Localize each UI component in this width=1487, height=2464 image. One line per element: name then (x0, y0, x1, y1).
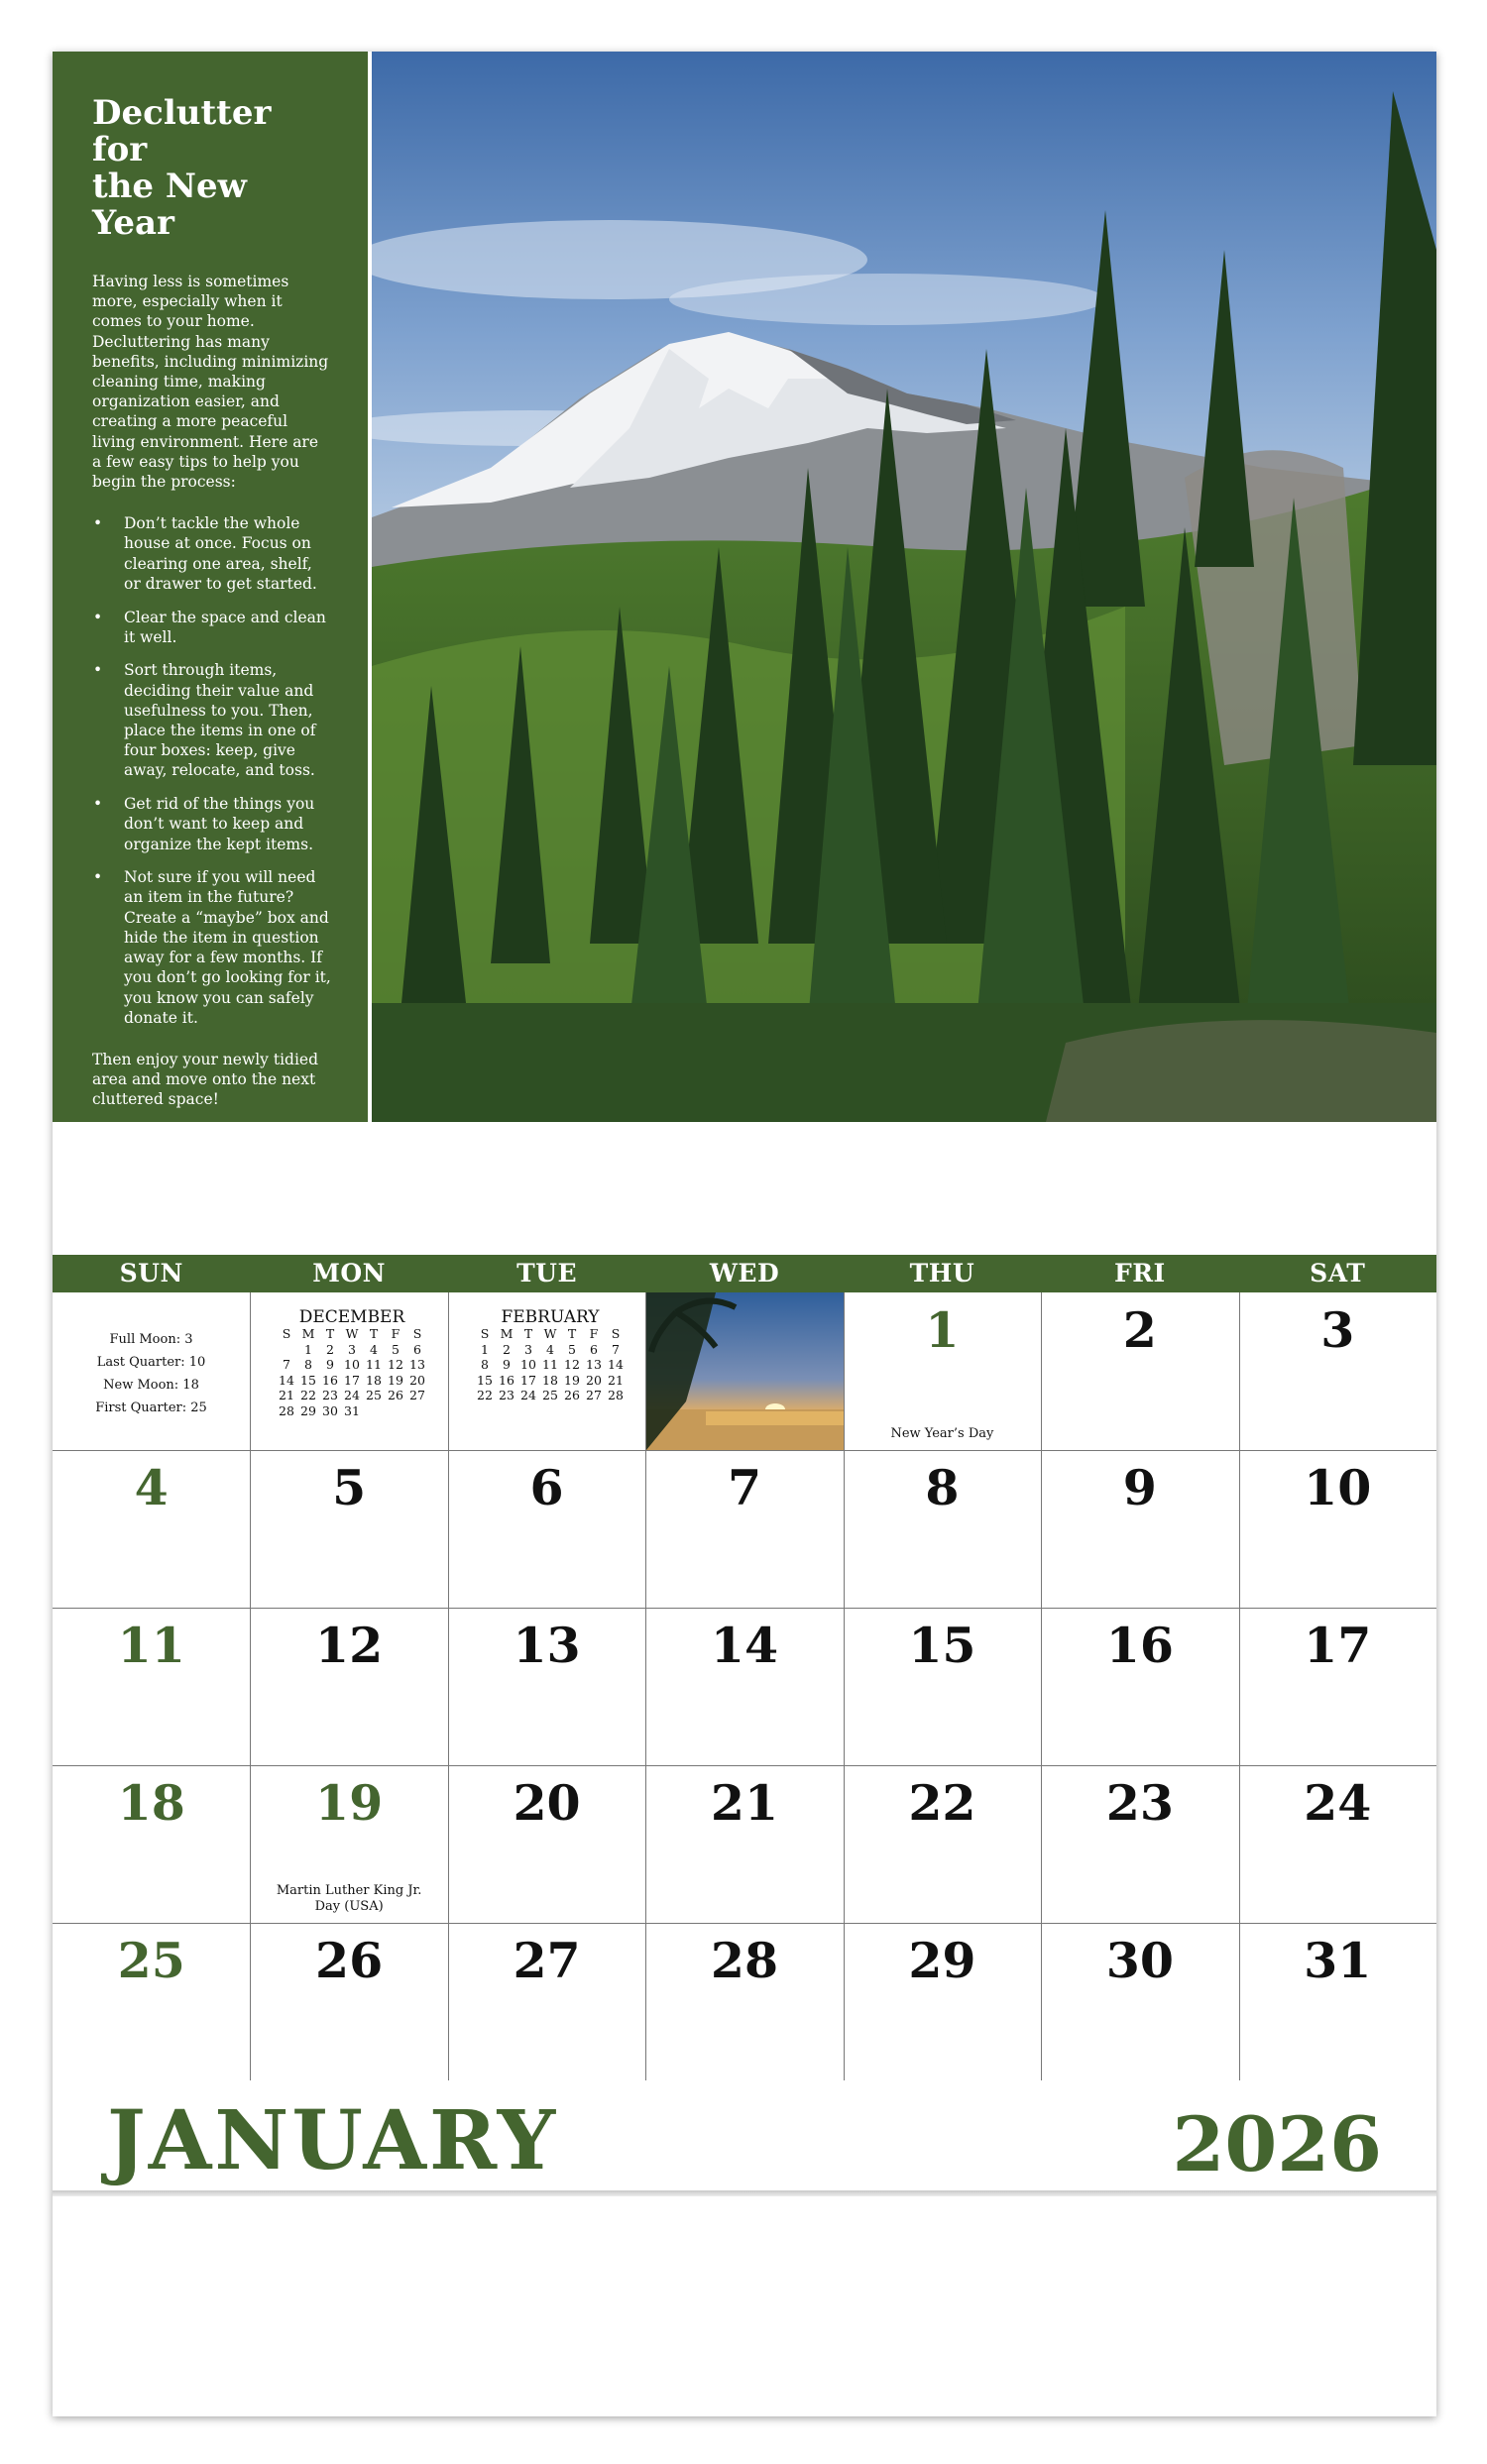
day-cell (844, 1608, 1041, 1765)
mini-weekday: T (567, 1326, 577, 1341)
mini-weekday: T (325, 1326, 335, 1341)
day-number: 5 (332, 1459, 367, 1516)
mini-day: 25 (542, 1388, 558, 1402)
day-cell (1239, 1608, 1436, 1765)
mini-day: 3 (524, 1341, 532, 1357)
moon-last-quarter: Last Quarter: 10 (96, 1355, 206, 1370)
tips-outro: Then enjoy your newly tidied area and move onto the next cluttered space! (92, 1050, 319, 1109)
tip-item: • Don’t tackle the whole house at once. Focus on clearing one area, shelf, or drawer to get started. (92, 513, 332, 594)
mini-day: 2 (503, 1341, 511, 1357)
grid-row-line (53, 1765, 1436, 1766)
day-cell (448, 1450, 645, 1608)
mini-day: 10 (520, 1357, 536, 1372)
day-cell (645, 1923, 843, 2080)
mini-day: 13 (409, 1357, 425, 1372)
day-cell (448, 1608, 645, 1765)
mini-calendar-prev (250, 1292, 448, 1450)
mini-day: 4 (370, 1341, 378, 1357)
day-cell (1041, 1292, 1238, 1450)
mini-day: 7 (283, 1357, 290, 1372)
tips-intro: Having less is sometimes more, especially when it comes to your home. Decluttering has many benefits, including minimizing cleaning time, making organization easier, and creating a more peaceful living environment. Here are a few easy tips to help you begin the process: (92, 273, 329, 492)
tips-title (92, 95, 332, 242)
mini-weekday: M (301, 1326, 315, 1341)
beach-thumbnail (646, 1292, 845, 1450)
mini-day: 26 (564, 1388, 580, 1402)
weekday-tue: TUE (516, 1259, 578, 1288)
mini-day (406, 1403, 428, 1419)
mini-day: 1 (304, 1341, 312, 1357)
mini-weekday: S (480, 1326, 490, 1341)
weekday-thu: THU (909, 1259, 975, 1288)
day-cell (645, 1450, 843, 1608)
mini-day: 16 (322, 1372, 338, 1388)
mini-day: 5 (392, 1341, 400, 1357)
mini-day: 22 (477, 1388, 493, 1402)
mountain-landscape-photo (372, 52, 1436, 1122)
day-number: 6 (529, 1459, 564, 1516)
weekday-mon: MON (312, 1259, 387, 1288)
mini-calendar-table (276, 1326, 428, 1418)
day-cell (844, 1292, 1041, 1450)
day-cell (645, 1608, 843, 1765)
mini-day: 21 (279, 1388, 294, 1402)
mini-day: 10 (344, 1357, 360, 1372)
mini-day: 7 (612, 1341, 620, 1357)
mini-day: 8 (481, 1357, 489, 1372)
mini-day: 4 (546, 1341, 554, 1357)
day-cell (1041, 1450, 1238, 1608)
moon-phases (53, 1328, 250, 1419)
mini-day: 24 (344, 1388, 360, 1402)
day-number: 13 (513, 1617, 581, 1674)
day-number: 28 (710, 1932, 779, 1989)
day-number: 18 (117, 1774, 185, 1832)
day-number: 27 (513, 1932, 581, 1989)
mini-day: 29 (300, 1402, 316, 1418)
day-cell (250, 1608, 447, 1765)
tip-item: • Get rid of the things you don’t want to keep and organize the kept items. (92, 794, 332, 854)
mini-day: 13 (586, 1357, 602, 1372)
day-cell (250, 1450, 447, 1608)
mini-day: 2 (326, 1341, 334, 1357)
day-number: 29 (908, 1932, 976, 1989)
mini-day: 20 (409, 1372, 425, 1388)
moon-first-quarter: First Quarter: 25 (95, 1400, 207, 1415)
weekday-wed: WED (709, 1259, 780, 1288)
mini-day: 3 (348, 1341, 356, 1357)
mini-day: 9 (503, 1357, 511, 1372)
grid-col-line (645, 1292, 646, 2080)
weekday-sun: SUN (119, 1259, 183, 1288)
day-number: 23 (1105, 1774, 1174, 1832)
mini-day: 9 (326, 1357, 334, 1372)
mini-day: 12 (564, 1357, 580, 1372)
day-number: 4 (134, 1459, 169, 1516)
mini-day (276, 1342, 297, 1358)
mini-calendar-title: DECEMBER (298, 1307, 405, 1327)
mini-weekday: M (500, 1326, 514, 1341)
holiday-label: New Year’s Day (890, 1426, 994, 1441)
mini-day: 6 (590, 1341, 598, 1357)
day-number: 31 (1304, 1932, 1372, 1989)
mini-day: 19 (564, 1372, 580, 1388)
grid-row-line (53, 1923, 1436, 1924)
mini-weekday: S (412, 1326, 422, 1341)
tips-title-line2: the New Year (92, 167, 247, 243)
day-cell (1041, 1608, 1238, 1765)
moon-phases-cell (53, 1292, 250, 1450)
mini-day: 23 (499, 1388, 515, 1402)
mini-day: 15 (300, 1372, 316, 1388)
grid-col-line (448, 1292, 449, 2080)
mini-day: 21 (608, 1372, 624, 1388)
day-number: 7 (727, 1459, 762, 1516)
moon-new: New Moon: 18 (103, 1378, 199, 1393)
mini-weekday: T (523, 1326, 533, 1341)
mini-weekday: F (391, 1326, 400, 1341)
mini-calendar-next (448, 1292, 646, 1450)
weekday-sat: SAT (1310, 1259, 1366, 1288)
day-cell (844, 1450, 1041, 1608)
mini-day: 18 (542, 1372, 558, 1388)
day-cell (1239, 1292, 1436, 1450)
day-cell (844, 1765, 1041, 1923)
tips-panel (53, 52, 368, 1122)
grid-col-line (1041, 1292, 1042, 2080)
weekday-fri: FRI (1113, 1259, 1166, 1288)
day-number: 24 (1304, 1774, 1372, 1832)
mini-weekday: W (543, 1326, 557, 1341)
grid-col-line (1239, 1292, 1240, 2080)
tip-item: • Not sure if you will need an item in the future? Create a “maybe” box and hide the item in question away for a few months. If you don’t go looking for it, you know you can safely donate it. (92, 867, 332, 1028)
day-number: 2 (1122, 1301, 1157, 1359)
mini-day: 30 (322, 1402, 338, 1418)
sunset-beach-photo (646, 1292, 845, 1450)
mini-day: 26 (388, 1388, 403, 1402)
day-number: 17 (1304, 1617, 1372, 1674)
day-number: 11 (117, 1617, 185, 1674)
day-number: 10 (1304, 1459, 1372, 1516)
mini-day: 8 (304, 1357, 312, 1372)
day-cell (1239, 1450, 1436, 1608)
mini-day: 6 (413, 1341, 421, 1357)
mini-day: 19 (388, 1372, 403, 1388)
mini-day (363, 1403, 385, 1419)
mini-day: 17 (520, 1372, 536, 1388)
day-cell (53, 1608, 250, 1765)
day-cell (448, 1923, 645, 2080)
mini-day: 14 (608, 1357, 624, 1372)
day-number: 3 (1320, 1301, 1355, 1359)
day-number: 8 (925, 1459, 960, 1516)
year-title: 2026 (1172, 2100, 1382, 2188)
tip-item: • Sort through items, deciding their value and usefulness to you. Then, place the items in one of four boxes: keep, give away, relocate, and toss. (92, 660, 332, 780)
day-cell (1041, 1765, 1238, 1923)
mini-day: 17 (344, 1372, 360, 1388)
day-cell (844, 1923, 1041, 2080)
mini-day: 12 (388, 1357, 403, 1372)
mini-day: 14 (279, 1372, 294, 1388)
day-cell (1041, 1923, 1238, 2080)
mini-day: 28 (608, 1388, 624, 1402)
mini-day: 15 (477, 1372, 493, 1388)
mini-day (385, 1403, 406, 1419)
mini-weekday: S (282, 1326, 291, 1341)
tips-title-line1: Declutter for (92, 93, 272, 169)
mini-day: 20 (586, 1372, 602, 1388)
day-number: 26 (315, 1932, 384, 1989)
calendar-page (53, 52, 1436, 2416)
day-cell (250, 1923, 447, 2080)
day-number: 22 (908, 1774, 976, 1832)
month-title: JANUARY (107, 2093, 559, 2188)
day-cell (645, 1765, 843, 1923)
day-number: 1 (925, 1301, 960, 1359)
grid-row-line (53, 1450, 1436, 1451)
tips-list (92, 513, 332, 1028)
mini-day: 18 (366, 1372, 382, 1388)
day-number: 19 (315, 1774, 384, 1832)
day-cell (1239, 1765, 1436, 1923)
day-number: 25 (117, 1932, 185, 1989)
mini-day: 27 (586, 1388, 602, 1402)
grid-col-line (250, 1292, 251, 2080)
day-number: 9 (1122, 1459, 1157, 1516)
mini-weekday: S (611, 1326, 621, 1341)
mini-weekday: T (369, 1326, 379, 1341)
mini-weekday: F (589, 1326, 599, 1341)
day-number: 21 (710, 1774, 779, 1832)
mini-day: 11 (542, 1357, 558, 1372)
mini-weekday: W (345, 1326, 359, 1341)
day-cell (53, 1923, 250, 2080)
weekday-header (53, 1255, 1436, 1292)
mini-calendar-table (474, 1326, 627, 1403)
day-number: 15 (908, 1617, 976, 1674)
grid-row-line (53, 1608, 1436, 1609)
day-cell (53, 1765, 250, 1923)
mini-day: 28 (279, 1402, 294, 1418)
grid-col-line (844, 1292, 845, 2080)
mini-day: 1 (481, 1341, 489, 1357)
moon-full: Full Moon: 3 (109, 1332, 193, 1347)
mini-day: 27 (409, 1388, 425, 1402)
day-number: 16 (1105, 1617, 1174, 1674)
calendar-grid (53, 1292, 1436, 2080)
mini-calendar-title: FEBRUARY (501, 1307, 600, 1327)
day-number: 14 (710, 1617, 779, 1674)
mini-calendar-february (474, 1308, 627, 1403)
mini-day: 24 (520, 1388, 536, 1402)
page-fold (53, 2190, 1436, 2196)
day-number: 12 (315, 1617, 384, 1674)
mini-day: 11 (366, 1357, 382, 1372)
mini-day: 16 (499, 1372, 515, 1388)
day-number: 30 (1105, 1932, 1174, 1989)
day-cell (1239, 1923, 1436, 2080)
mini-day: 5 (568, 1341, 576, 1357)
mini-day: 25 (366, 1388, 382, 1402)
day-cell (250, 1765, 447, 1923)
day-cell (448, 1765, 645, 1923)
day-number: 20 (513, 1774, 581, 1832)
mini-day: 31 (344, 1402, 360, 1418)
mini-day: 22 (300, 1388, 316, 1402)
day-cell (53, 1450, 250, 1608)
holiday-label: Martin Luther King Jr. Day (USA) (276, 1883, 422, 1914)
tip-item: • Clear the space and clean it well. (92, 608, 332, 647)
mini-day: 23 (322, 1388, 338, 1402)
mini-calendar-december (276, 1308, 428, 1418)
